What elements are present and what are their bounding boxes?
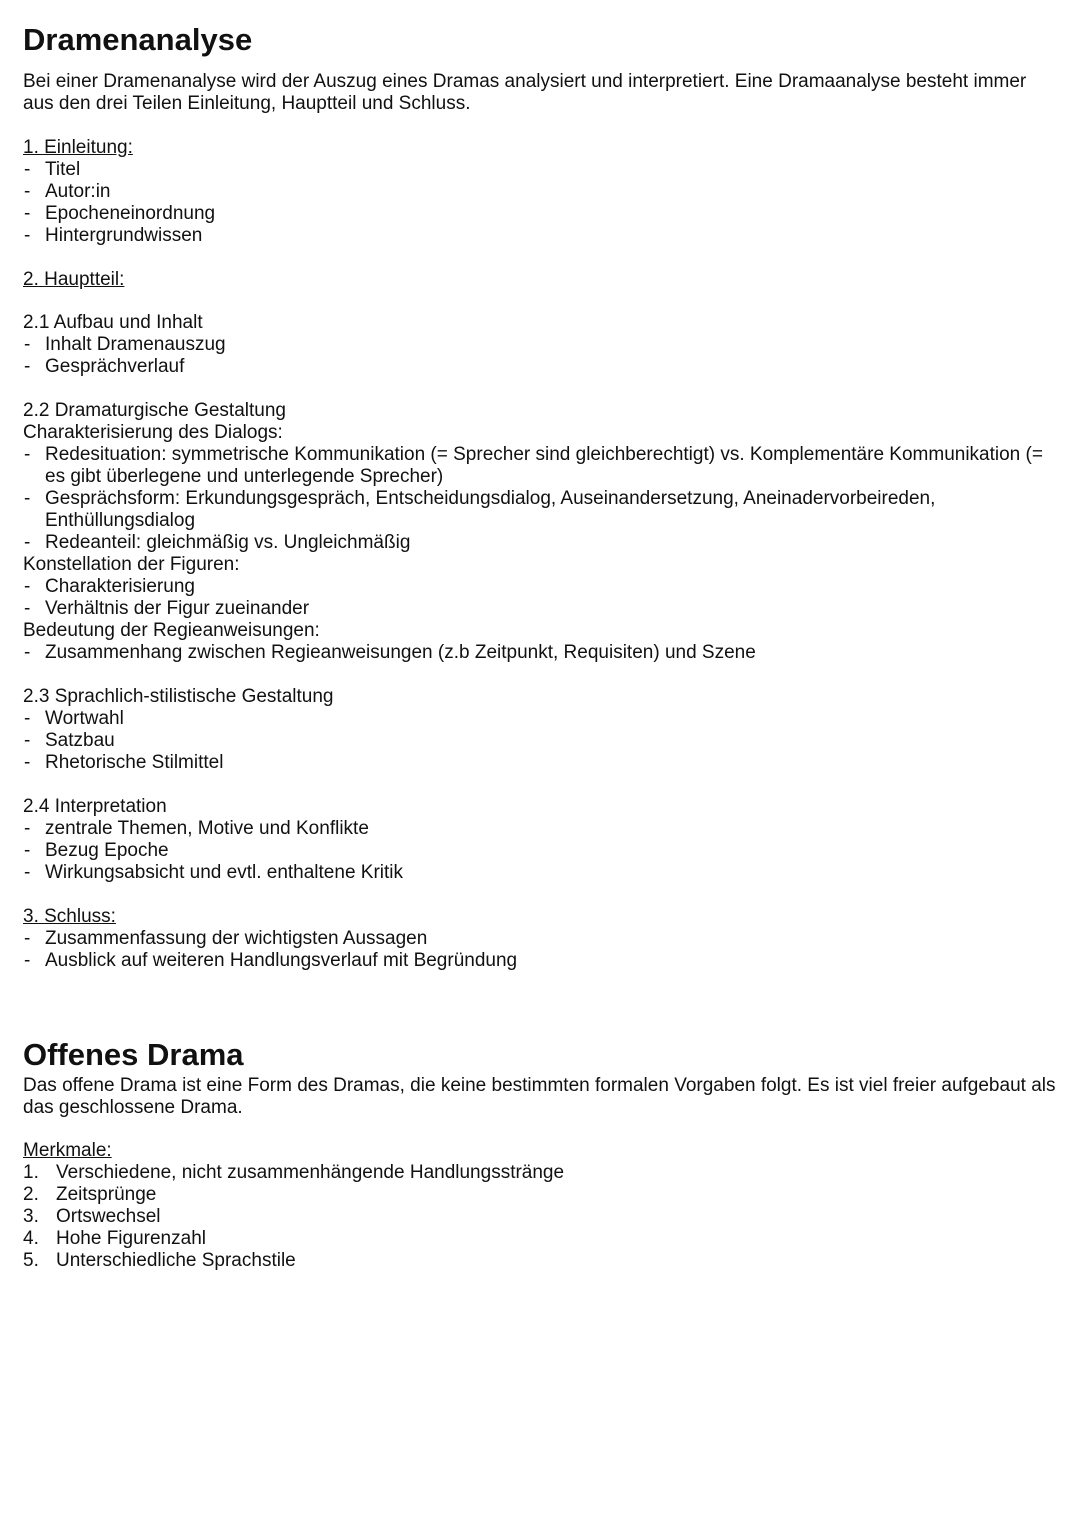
heading-sprache: 2.3 Sprachlich-stilistische Gestaltung xyxy=(23,685,334,707)
list-item: - Epocheneinordnung xyxy=(24,202,216,224)
list-dialog xyxy=(23,444,1057,554)
label-figuren: Konstellation der Figuren: xyxy=(23,554,240,576)
list-item: - Charakterisierung xyxy=(24,576,195,598)
list-item: - Zusammenfassung der wichtigsten Aussagen xyxy=(24,927,428,949)
title-offenes-drama: Offenes Drama xyxy=(23,1036,244,1072)
list-item: 1. Verschiedene, nicht zusammenhängende Handlungsstränge xyxy=(23,1162,565,1184)
list-item: 4. Hohe Figurenzahl xyxy=(23,1228,206,1250)
list-item: - Inhalt Dramenauszug xyxy=(24,334,226,356)
list-figuren xyxy=(23,576,1057,620)
list-item: - Bezug Epoche xyxy=(24,839,169,861)
list-item: - Redesituation: symmetrische Kommunikation (= Sprecher sind gleichberechtigt) vs. Komplementäre Kommunikation (= es gibt überlegene und unterlegende Sprecher) xyxy=(24,444,1043,488)
list-item: - Hintergrundwissen xyxy=(24,224,203,246)
list-item: - Satzbau xyxy=(24,729,115,751)
list-item: - zentrale Themen, Motive und Konflikte xyxy=(24,817,369,839)
heading-hauptteil: 2. Hauptteil: xyxy=(23,268,125,290)
list-item: - Redeanteil: gleichmäßig vs. Ungleichmäßig xyxy=(24,532,411,554)
list-sprache xyxy=(23,708,1057,774)
intro-dramenanalyse: Bei einer Dramenanalyse wird der Auszug eines Dramas analysiert und interpretiert. Eine Dramaanalyse besteht immer aus den drei Teilen Einleitung, Hauptteil und Schluss. xyxy=(23,71,1027,114)
heading-interpretation: 2.4 Interpretation xyxy=(23,795,167,817)
list-item: 2. Zeitsprünge xyxy=(23,1184,157,1206)
list-item: - Gesprächverlauf xyxy=(24,356,185,378)
label-dialog: Charakterisierung des Dialogs: xyxy=(23,422,283,444)
list-einleitung xyxy=(23,159,1057,247)
list-regie xyxy=(23,642,1057,664)
list-item: - Gesprächsform: Erkundungsgespräch, Entscheidungsdialog, Auseinandersetzung, Aneinadervorbeireden, Enthüllungsdialog xyxy=(24,488,936,532)
list-schluss xyxy=(23,928,1057,972)
list-aufbau-inhalt xyxy=(23,334,1057,378)
list-interpretation xyxy=(23,818,1057,884)
list-item: - Ausblick auf weiteren Handlungsverlauf mit Begründung xyxy=(24,949,518,971)
title-dramenanalyse: Dramenanalyse xyxy=(23,22,253,57)
label-regie: Bedeutung der Regieanweisungen: xyxy=(23,620,320,642)
section-offenes-drama xyxy=(23,1035,1057,1273)
list-item: - Zusammenhang zwischen Regieanweisungen (z.b Zeitpunkt, Requisiten) und Szene xyxy=(24,642,756,664)
list-item: - Autor:in xyxy=(24,180,111,202)
list-merkmale xyxy=(23,1162,1057,1272)
heading-merkmale: Merkmale: xyxy=(23,1140,112,1162)
intro-offenes-drama: Das offene Drama ist eine Form des Dramas, die keine bestimmten formalen Vorgaben folgt. Es ist viel freier aufgebaut als das geschlossene Drama. xyxy=(23,1074,1056,1118)
list-item: 5. Unterschiedliche Sprachstile xyxy=(23,1250,296,1272)
list-item: - Titel xyxy=(24,158,81,180)
list-item: - Wortwahl xyxy=(24,707,124,729)
list-item: 3. Ortswechsel xyxy=(23,1206,161,1228)
list-item: - Wirkungsabsicht und evtl. enthaltene Kritik xyxy=(24,861,404,883)
heading-aufbau-inhalt: 2.1 Aufbau und Inhalt xyxy=(23,312,203,334)
list-item: - Verhältnis der Figur zueinander xyxy=(24,598,310,620)
heading-dramaturgie: 2.2 Dramaturgische Gestaltung xyxy=(23,400,286,422)
heading-schluss: 3. Schluss: xyxy=(23,905,116,927)
heading-einleitung: 1. Einleitung: xyxy=(23,136,133,158)
list-item: - Rhetorische Stilmittel xyxy=(24,751,224,773)
